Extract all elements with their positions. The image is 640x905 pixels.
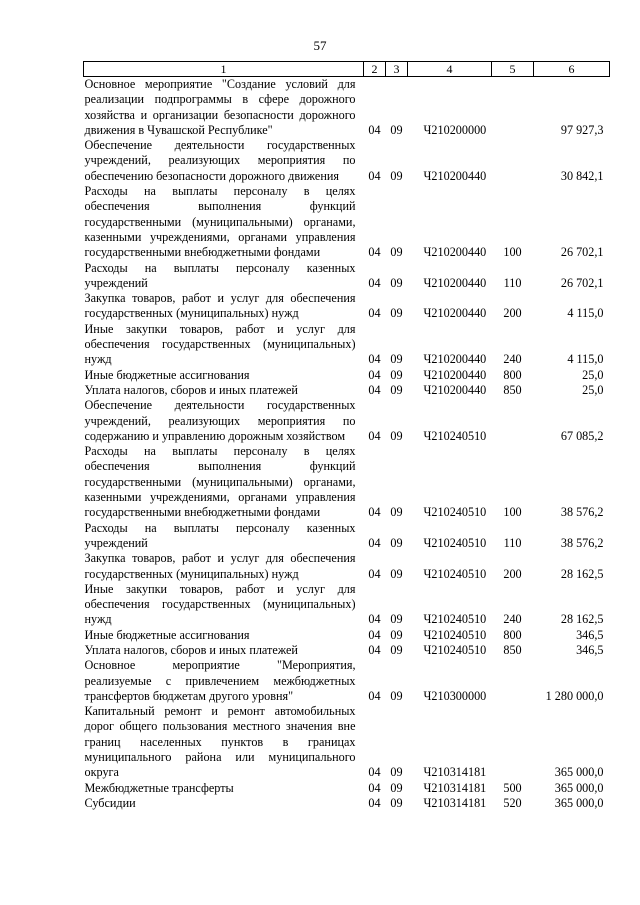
row-amount: 1 280 000,0: [545, 688, 604, 703]
table-row: [84, 368, 610, 383]
row-amount: 30 842,1: [560, 168, 604, 183]
row-section: 04: [368, 535, 381, 550]
row-description: Уплата налогов, сборов и иных платежей: [84, 642, 298, 657]
row-section: 04: [368, 168, 381, 183]
table-row: [84, 383, 610, 398]
row-amount: 38 576,2: [560, 505, 604, 520]
row-description: Расходы на выплаты персоналу в целях обеспечения выполнения функций государственными (муниципальными) органами, казенными учреждениями, органами управления государственными внебюджетными фондами: [84, 444, 356, 520]
row-expense-kind: [492, 138, 534, 184]
row-description: Расходы на выплаты персоналу казенных учреждений: [84, 520, 356, 550]
row-expense-kind: 200: [503, 306, 522, 321]
row-amount: 346,5: [576, 627, 604, 642]
row-target-code: Ч210240510: [423, 612, 487, 627]
row-section: 04: [368, 382, 381, 397]
table-row: [84, 582, 610, 628]
row-amount: 346,5: [576, 642, 604, 657]
table-row: [84, 398, 610, 444]
row-description: Субсидии: [84, 795, 136, 810]
row-subsection: 09: [390, 688, 403, 703]
row-target-code: Ч210300000: [423, 688, 487, 703]
table-row: [84, 322, 610, 368]
row-expense-kind: 240: [503, 352, 522, 367]
row-target-code: Ч210200440: [423, 245, 487, 260]
table-row: [84, 291, 610, 322]
row-subsection: 09: [390, 428, 403, 443]
table-row: [84, 521, 610, 552]
row-description: Основное мероприятие "Создание условий для реализации подпрограммы в сфере дорожного хозяйства и организации безопасности дорожного движения в Чувашской Республике": [84, 77, 356, 137]
table-row: [84, 261, 610, 292]
row-section: 04: [368, 612, 381, 627]
row-section: 04: [368, 765, 381, 780]
row-section: 04: [368, 245, 381, 260]
table-row: [84, 628, 610, 643]
row-section: 04: [368, 275, 381, 290]
table-row: [84, 184, 610, 260]
row-description: Расходы на выплаты персоналу казенных учреждений: [84, 260, 356, 290]
row-amount: 25,0: [582, 382, 604, 397]
row-target-code: Ч210200440: [423, 306, 487, 321]
table-row: [84, 658, 610, 704]
row-target-code: Ч210240510: [423, 428, 487, 443]
row-expense-kind: 850: [503, 382, 522, 397]
row-amount: 26 702,1: [560, 275, 604, 290]
header-col-5: 5: [492, 62, 534, 77]
row-subsection: 09: [390, 168, 403, 183]
row-target-code: Ч210200440: [423, 367, 487, 382]
budget-table: [83, 61, 610, 811]
row-amount: 38 576,2: [560, 535, 604, 550]
row-section: 04: [368, 352, 381, 367]
row-section: 04: [368, 428, 381, 443]
row-subsection: 09: [390, 382, 403, 397]
row-expense-kind: 100: [503, 245, 522, 260]
page-number: 57: [313, 38, 327, 53]
row-target-code: Ч210314181: [423, 795, 487, 810]
header-col-3: 3: [386, 62, 408, 77]
row-expense-kind: [492, 398, 534, 444]
row-target-code: Ч210314181: [423, 780, 487, 795]
row-subsection: 09: [390, 367, 403, 382]
row-amount: 4 115,0: [567, 352, 604, 367]
table-row: [84, 551, 610, 582]
row-expense-kind: 100: [503, 505, 522, 520]
row-expense-kind: 110: [503, 535, 522, 550]
row-expense-kind: 800: [503, 627, 522, 642]
table-row: [84, 781, 610, 796]
row-subsection: 09: [390, 535, 403, 550]
row-subsection: 09: [390, 275, 403, 290]
row-target-code: Ч210200440: [423, 168, 487, 183]
row-section: 04: [368, 627, 381, 642]
row-amount: 25,0: [582, 367, 604, 382]
row-description: Иные бюджетные ассигнования: [84, 627, 250, 642]
row-section: 04: [368, 795, 381, 810]
row-target-code: Ч210240510: [423, 566, 487, 581]
row-amount: 26 702,1: [560, 245, 604, 260]
row-section: 04: [368, 780, 381, 795]
table-row: [84, 138, 610, 184]
row-subsection: 09: [390, 627, 403, 642]
row-target-code: Ч210240510: [423, 627, 487, 642]
row-amount: 365 000,0: [554, 780, 604, 795]
row-section: 04: [368, 566, 381, 581]
header-col-1: 1: [84, 62, 364, 77]
row-expense-kind: 850: [503, 642, 522, 657]
row-amount: 365 000,0: [554, 795, 604, 810]
table-row: [84, 643, 610, 658]
row-subsection: 09: [390, 612, 403, 627]
row-subsection: 09: [390, 505, 403, 520]
header-row: [84, 62, 610, 77]
row-amount: 28 162,5: [560, 566, 604, 581]
row-target-code: Ч210200000: [423, 122, 487, 137]
row-subsection: 09: [390, 765, 403, 780]
row-expense-kind: 800: [503, 367, 522, 382]
row-subsection: 09: [390, 306, 403, 321]
table-row: [84, 704, 610, 780]
row-description: Иные бюджетные ассигнования: [84, 367, 250, 382]
row-description: Закупка товаров, работ и услуг для обеспечения государственных (муниципальных) нужд: [84, 291, 356, 321]
row-section: 04: [368, 367, 381, 382]
row-expense-kind: 500: [503, 780, 522, 795]
row-expense-kind: [492, 704, 534, 780]
row-amount: 365 000,0: [554, 765, 604, 780]
row-section: 04: [368, 505, 381, 520]
row-target-code: Ч210200440: [423, 352, 487, 367]
row-expense-kind: 240: [503, 612, 522, 627]
row-description: Расходы на выплаты персоналу в целях обеспечения выполнения функций государственными (муниципальными) органами, казенными учреждениями, органами управления государственными внебюджетными фондами: [84, 184, 356, 260]
row-description: Основное мероприятие "Мероприятия, реализуемые с привлечением межбюджетных трансфертов бюджетам другого уровня": [84, 658, 356, 703]
row-section: 04: [368, 688, 381, 703]
row-target-code: Ч210240510: [423, 505, 487, 520]
table-row: [84, 444, 610, 520]
row-subsection: 09: [390, 566, 403, 581]
row-expense-kind: [492, 658, 534, 704]
row-amount: 67 085,2: [560, 428, 604, 443]
row-subsection: 09: [390, 122, 403, 137]
row-subsection: 09: [390, 780, 403, 795]
row-subsection: 09: [390, 642, 403, 657]
row-section: 04: [368, 642, 381, 657]
row-expense-kind: [492, 77, 534, 139]
header-col-6: 6: [534, 62, 610, 77]
row-description: Межбюджетные трансферты: [84, 780, 234, 795]
row-subsection: 09: [390, 352, 403, 367]
row-description: Иные закупки товаров, работ и услуг для обеспечения государственных (муниципальных) нужд: [84, 321, 356, 367]
row-amount: 4 115,0: [567, 306, 604, 321]
row-target-code: Ч210240510: [423, 535, 487, 550]
row-amount: 97 927,3: [560, 122, 604, 137]
row-description: Закупка товаров, работ и услуг для обеспечения государственных (муниципальных) нужд: [84, 551, 356, 581]
row-section: 04: [368, 122, 381, 137]
row-subsection: 09: [390, 795, 403, 810]
row-expense-kind: 200: [503, 566, 522, 581]
row-target-code: Ч210240510: [423, 642, 487, 657]
header-col-2: 2: [364, 62, 386, 77]
row-expense-kind: 520: [503, 795, 522, 810]
row-target-code: Ч210200440: [423, 275, 487, 290]
header-col-4: 4: [408, 62, 492, 77]
row-expense-kind: 110: [503, 275, 522, 290]
row-description: Обеспечение деятельности государственных учреждений, реализующих мероприятия по обеспечению безопасности дорожного движения: [84, 138, 356, 183]
table-row: [84, 77, 610, 139]
row-amount: 28 162,5: [560, 612, 604, 627]
row-description: Капитальный ремонт и ремонт автомобильных дорог общего пользования местного значения вне границ населенных пунктов в границах муниципального района или муниципального округа: [84, 704, 356, 780]
row-subsection: 09: [390, 245, 403, 260]
row-description: Иные закупки товаров, работ и услуг для обеспечения государственных (муниципальных) нужд: [84, 581, 356, 627]
row-section: 04: [368, 306, 381, 321]
row-target-code: Ч210200440: [423, 382, 487, 397]
row-target-code: Ч210314181: [423, 765, 487, 780]
row-description: Уплата налогов, сборов и иных платежей: [84, 382, 298, 397]
row-description: Обеспечение деятельности государственных учреждений, реализующих мероприятия по содержанию и управлению дорожным хозяйством: [84, 398, 356, 443]
table-row: [84, 796, 610, 811]
